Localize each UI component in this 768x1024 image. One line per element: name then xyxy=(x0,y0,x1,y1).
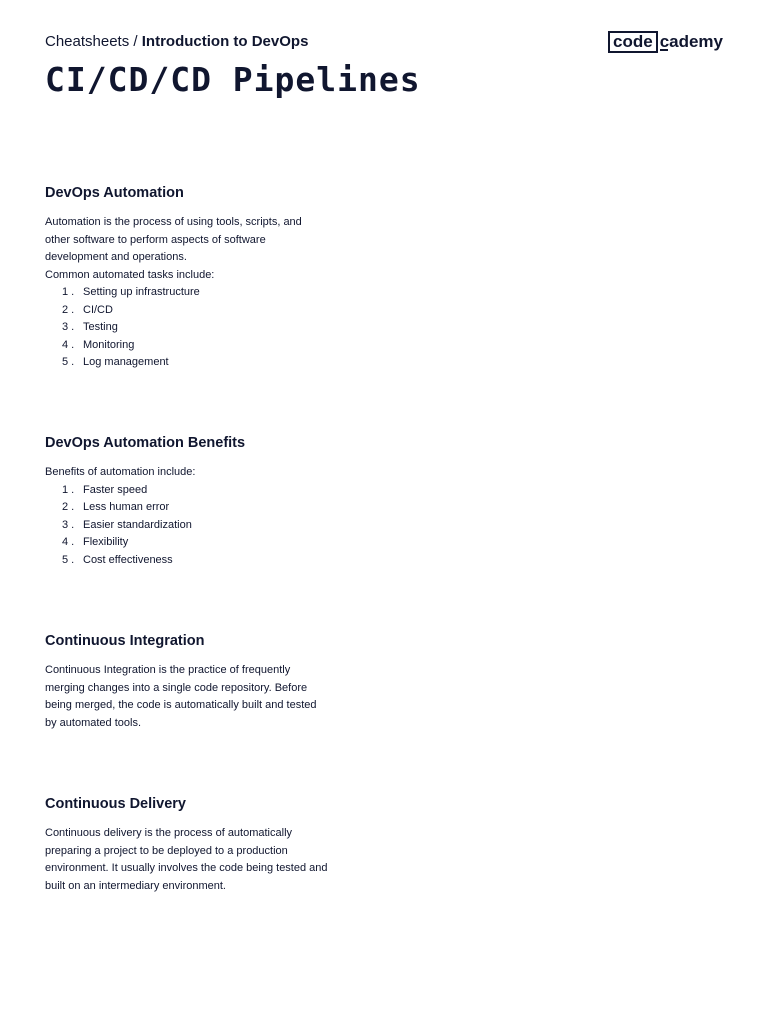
list-number: 2 . xyxy=(62,303,75,316)
section-devops-automation xyxy=(45,184,345,372)
section-paragraph: Continuous delivery is the process of automatically preparing a project to be deployed to a production environment. It usually involves the code being tested and built on an intermediary environment. xyxy=(45,827,328,892)
list-item-text: Setting up infrastructure xyxy=(83,286,200,298)
list-number: 1 . xyxy=(62,483,75,496)
list-number: 3 . xyxy=(62,518,75,531)
list-number: 4 . xyxy=(62,338,75,351)
logo-text xyxy=(660,32,723,52)
list-number: 1 . xyxy=(62,286,75,298)
list-item xyxy=(45,319,345,337)
list-number: 2 . xyxy=(62,501,75,513)
logo-cursor-underline xyxy=(660,49,668,51)
list-item xyxy=(45,499,345,517)
section-heading: DevOps Automation xyxy=(45,185,184,201)
list-number: 4 . xyxy=(62,536,75,548)
list-item-text: Monitoring xyxy=(83,338,135,351)
logo-boxed-text: code xyxy=(608,31,658,53)
section-continuous-integration xyxy=(45,632,345,732)
section-heading: Continuous Integration xyxy=(45,633,205,649)
section-paragraph: Continuous Integration is the practice of frequently merging changes into a single code repository. Before being merged, the code is automatically built and tested by automated tools. xyxy=(45,664,317,729)
benefits-list xyxy=(45,482,345,570)
page-title: CI/CD/CD Pipelines xyxy=(45,60,421,99)
list-item xyxy=(45,482,345,500)
list-item xyxy=(45,302,345,320)
codecademy-logo[interactable] xyxy=(608,31,723,53)
list-number: 3 . xyxy=(62,321,75,333)
logo-rest-text: cademy xyxy=(659,32,724,51)
list-item-text: Faster speed xyxy=(83,483,148,496)
list-item-text: Less human error xyxy=(83,501,170,513)
list-item-text: Cost effectiveness xyxy=(83,553,173,566)
list-number: 5 . xyxy=(62,356,75,368)
list-item xyxy=(45,552,345,570)
section-paragraph: Common automated tasks include: xyxy=(45,268,215,281)
section-devops-automation-benefits xyxy=(45,434,345,569)
list-item-text: Flexibility xyxy=(83,536,129,548)
breadcrumb-current[interactable]: Introduction to DevOps xyxy=(141,33,309,50)
list-item-text: Easier standardization xyxy=(83,518,192,531)
section-paragraph: Automation is the process of using tools, scripts, and other software to perform aspects of software development and operations. xyxy=(45,216,302,263)
section-paragraph: Benefits of automation include: xyxy=(45,466,196,478)
list-item-text: Log management xyxy=(83,356,169,368)
list-number: 5 . xyxy=(62,553,75,566)
section-continuous-delivery xyxy=(45,795,345,895)
section-heading: DevOps Automation Benefits xyxy=(45,435,246,451)
breadcrumb-cheatsheets-link[interactable]: Cheatsheets xyxy=(45,33,130,50)
list-item-text: Testing xyxy=(83,321,118,333)
list-item xyxy=(45,517,345,535)
list-item xyxy=(45,354,345,372)
section-heading: Continuous Delivery xyxy=(45,796,186,812)
list-item xyxy=(45,284,345,302)
automated-tasks-list xyxy=(45,284,345,372)
list-item xyxy=(45,534,345,552)
breadcrumb-separator: / xyxy=(129,33,142,50)
list-item-text: CI/CD xyxy=(83,303,113,316)
list-item xyxy=(45,337,345,355)
